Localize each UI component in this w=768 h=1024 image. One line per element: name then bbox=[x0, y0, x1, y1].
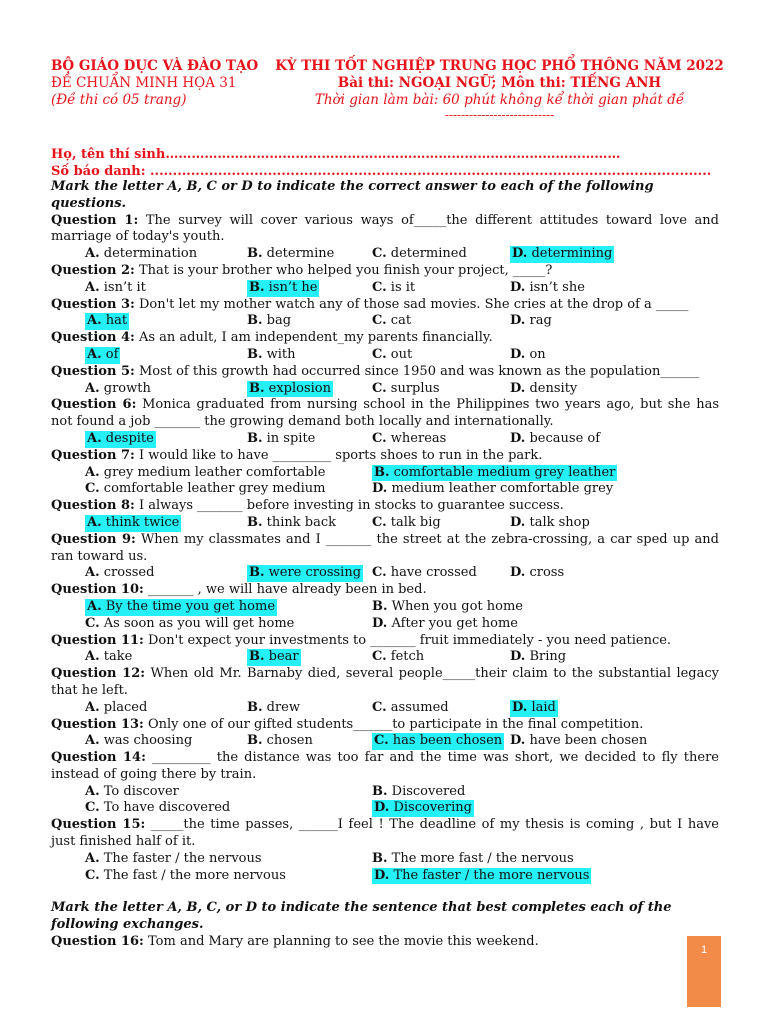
option-letter: D. bbox=[510, 279, 526, 295]
option-text: chosen bbox=[262, 733, 313, 749]
question-2 bbox=[51, 263, 719, 280]
option-d[interactable] bbox=[510, 280, 585, 297]
option-letter: B. bbox=[247, 313, 263, 329]
option-letter: C. bbox=[372, 649, 387, 665]
option-text: The more fast / the nervous bbox=[387, 850, 574, 866]
option-letter: C. bbox=[372, 430, 387, 446]
options-row bbox=[51, 313, 719, 330]
option-a[interactable] bbox=[85, 851, 262, 868]
option-text: To have discovered bbox=[99, 800, 231, 816]
option-d[interactable] bbox=[510, 246, 614, 263]
option-b[interactable] bbox=[372, 599, 523, 616]
option-text: Discovered bbox=[387, 783, 466, 799]
candidate-info bbox=[51, 146, 741, 180]
question-list bbox=[51, 213, 719, 885]
option-text: despite bbox=[101, 430, 154, 446]
question-11 bbox=[51, 633, 719, 650]
option-text: surplus bbox=[386, 380, 440, 396]
question-14 bbox=[51, 750, 719, 784]
options-row bbox=[51, 381, 719, 398]
option-letter: C. bbox=[372, 565, 387, 581]
option-letter: B. bbox=[372, 598, 388, 614]
question-section bbox=[51, 179, 719, 951]
question-label: Question 5: bbox=[51, 363, 135, 379]
header-left bbox=[51, 58, 281, 109]
option-letter: A. bbox=[87, 430, 102, 446]
question-5 bbox=[51, 364, 719, 381]
option-d[interactable] bbox=[510, 431, 600, 448]
option-text: bag bbox=[262, 313, 292, 329]
option-c[interactable] bbox=[372, 733, 504, 750]
option-text: Discovering bbox=[389, 800, 472, 816]
option-letter: C. bbox=[85, 481, 100, 497]
option-letter: B. bbox=[249, 380, 265, 396]
option-text: determining bbox=[527, 246, 613, 262]
option-text: rag bbox=[525, 313, 552, 329]
question-10 bbox=[51, 582, 719, 599]
question-9 bbox=[51, 532, 719, 566]
option-a[interactable] bbox=[85, 381, 151, 398]
option-letter: D. bbox=[374, 867, 390, 883]
question-text: I would like to have _________ sports shoes to run in the park. bbox=[134, 447, 543, 463]
option-letter: A. bbox=[85, 783, 100, 799]
option-letter: D. bbox=[372, 481, 388, 497]
question-text: Monica graduated from nursing school in the Philippines two years ago, but she has not found a job _______ the growing demand both locally and internationally. bbox=[51, 397, 719, 430]
option-d[interactable] bbox=[510, 649, 566, 666]
options-row bbox=[51, 649, 719, 666]
option-b[interactable] bbox=[372, 465, 617, 482]
option-letter: D. bbox=[510, 733, 526, 749]
section-gap bbox=[51, 884, 719, 900]
option-b[interactable] bbox=[247, 515, 336, 532]
option-b[interactable] bbox=[247, 347, 296, 364]
option-a[interactable] bbox=[85, 599, 277, 616]
option-text: comfortable leather grey medium bbox=[99, 481, 326, 497]
options-row bbox=[51, 851, 719, 868]
option-letter: B. bbox=[247, 699, 263, 715]
option-text: think back bbox=[262, 514, 337, 530]
option-letter: B. bbox=[247, 246, 263, 262]
question-12 bbox=[51, 666, 719, 700]
option-letter: B. bbox=[374, 464, 390, 480]
option-letter: C. bbox=[372, 346, 387, 362]
option-text: talk shop bbox=[525, 514, 590, 530]
question-label: Question 14: bbox=[51, 750, 146, 766]
options-row bbox=[51, 800, 719, 817]
question-text: I always _______ before investing in stocks to guarantee success. bbox=[134, 498, 564, 514]
option-letter: D. bbox=[374, 800, 390, 816]
options-row bbox=[51, 733, 719, 750]
options-row bbox=[51, 280, 719, 297]
options-row bbox=[51, 481, 719, 498]
option-c[interactable] bbox=[372, 280, 415, 297]
option-text: By the time you get home bbox=[101, 598, 276, 614]
option-c[interactable] bbox=[372, 347, 412, 364]
question-text: Don't let my mother watch any of those sad movies. She cries at the drop of a _____ bbox=[134, 296, 689, 312]
question-label: Question 3: bbox=[51, 296, 135, 312]
option-text: isn’t he bbox=[264, 279, 318, 295]
option-text: determine bbox=[262, 246, 335, 262]
question-label: Question 6: bbox=[51, 397, 137, 413]
option-b[interactable] bbox=[247, 381, 333, 398]
options-row bbox=[51, 616, 719, 633]
option-text: fetch bbox=[386, 649, 425, 665]
exam-subject: Bài thi: NGOẠI NGỮ; Môn thi: TIẾNG ANH bbox=[337, 75, 662, 91]
option-letter: D. bbox=[510, 649, 526, 665]
option-letter: B. bbox=[249, 565, 265, 581]
option-d[interactable] bbox=[510, 565, 564, 582]
option-letter: D. bbox=[510, 430, 526, 446]
question-text: Most of this growth had occurred since 1950 and was known as the population______ bbox=[134, 363, 700, 379]
option-text: is it bbox=[386, 279, 416, 295]
option-c[interactable] bbox=[372, 700, 449, 717]
option-c[interactable] bbox=[85, 616, 294, 633]
option-c[interactable] bbox=[372, 313, 411, 330]
option-b[interactable] bbox=[247, 280, 319, 297]
options-row bbox=[51, 347, 719, 364]
option-c[interactable] bbox=[85, 800, 230, 817]
question-label: Question 15: bbox=[51, 817, 146, 833]
options-row bbox=[51, 431, 719, 448]
question-label: Question 13: bbox=[51, 716, 144, 732]
option-a[interactable] bbox=[85, 784, 179, 801]
option-text: cross bbox=[525, 565, 565, 581]
option-text: The faster / the nervous bbox=[99, 850, 262, 866]
option-text: take bbox=[99, 649, 133, 665]
option-letter: C. bbox=[85, 800, 100, 816]
option-b[interactable] bbox=[247, 313, 291, 330]
option-d[interactable] bbox=[510, 733, 647, 750]
question-text: _______ , we will have already been in bed. bbox=[143, 582, 427, 598]
option-c[interactable] bbox=[372, 565, 477, 582]
option-text: Bring bbox=[525, 649, 567, 665]
question-label: Question 9: bbox=[51, 531, 136, 547]
option-text: think twice bbox=[101, 514, 180, 530]
question-text: When old Mr. Barnaby died, several people_____their claim to the substantial legacy that he left. bbox=[51, 666, 719, 698]
option-text: because of bbox=[525, 430, 601, 446]
option-text: density bbox=[525, 380, 578, 396]
option-a[interactable] bbox=[85, 465, 325, 482]
candidate-number-line: Số báo danh: ............................................................................................................................ bbox=[51, 164, 712, 179]
question-text: _____the time passes, ______I feel ! The deadline of my thesis is coming , but I have just finished half of it. bbox=[51, 817, 719, 850]
option-text: To discover bbox=[99, 783, 179, 799]
option-a[interactable] bbox=[85, 700, 147, 717]
option-text: After you get home bbox=[387, 615, 518, 631]
option-text: determined bbox=[386, 246, 467, 262]
option-text: hat bbox=[101, 313, 128, 329]
option-text: The faster / the more nervous bbox=[389, 867, 590, 883]
option-text: placed bbox=[99, 699, 148, 715]
option-letter: A. bbox=[87, 346, 102, 362]
option-a[interactable] bbox=[85, 313, 129, 330]
option-letter: C. bbox=[372, 514, 387, 530]
option-a[interactable] bbox=[85, 280, 146, 297]
option-text: on bbox=[525, 346, 546, 362]
option-letter: D. bbox=[510, 565, 526, 581]
option-d[interactable] bbox=[372, 616, 518, 633]
question-label: Question 2: bbox=[51, 262, 135, 278]
header-divider: --------------------------- bbox=[444, 108, 555, 122]
option-a[interactable] bbox=[85, 733, 192, 750]
option-text: whereas bbox=[386, 430, 447, 446]
question-15 bbox=[51, 817, 719, 851]
option-d[interactable] bbox=[372, 868, 591, 885]
option-letter: C. bbox=[372, 313, 387, 329]
page-count-note: (Đề thi có 05 trang) bbox=[51, 92, 187, 108]
option-text: As soon as you will get home bbox=[99, 615, 295, 631]
options-row bbox=[51, 868, 719, 885]
option-letter: A. bbox=[85, 279, 100, 295]
question-13 bbox=[51, 717, 719, 734]
option-text: grey medium leather comfortable bbox=[99, 464, 326, 480]
options-row bbox=[51, 784, 719, 801]
option-letter: B. bbox=[247, 733, 263, 749]
option-letter: B. bbox=[249, 279, 265, 295]
options-row bbox=[51, 515, 719, 532]
option-letter: C. bbox=[372, 246, 387, 262]
option-letter: D. bbox=[510, 313, 526, 329]
option-letter: B. bbox=[249, 649, 265, 665]
option-a[interactable] bbox=[85, 565, 154, 582]
option-text: isn’t she bbox=[525, 279, 585, 295]
question-label: Question 8: bbox=[51, 498, 135, 514]
option-a[interactable] bbox=[85, 515, 181, 532]
question-7 bbox=[51, 448, 719, 465]
question-text: That is your brother who helped you finish your project, _____? bbox=[134, 262, 553, 278]
option-a[interactable] bbox=[85, 431, 156, 448]
option-c[interactable] bbox=[85, 868, 286, 885]
option-letter: B. bbox=[372, 783, 388, 799]
option-text: have been chosen bbox=[525, 733, 648, 749]
option-letter: C. bbox=[372, 699, 387, 715]
option-text: The fast / the more nervous bbox=[99, 867, 286, 883]
option-c[interactable] bbox=[372, 515, 441, 532]
option-text: When you got home bbox=[387, 598, 523, 614]
exam-duration: Thời gian làm bài: 60 phút không kể thời gian phát đề bbox=[314, 92, 685, 108]
section-instruction: Mark the letter A, B, C or D to indicate the correct answer to each of the following questions. bbox=[51, 179, 654, 211]
option-d[interactable] bbox=[510, 381, 577, 398]
option-letter: D. bbox=[372, 615, 388, 631]
option-text: drew bbox=[262, 699, 301, 715]
question-label: Question 11: bbox=[51, 632, 144, 648]
option-text: with bbox=[262, 346, 296, 362]
option-text: was choosing bbox=[99, 733, 193, 749]
section-instruction-exchanges: Mark the letter A, B, C, or D to indicate the sentence that best completes each of the following exchanges. bbox=[51, 900, 672, 933]
option-text: out bbox=[386, 346, 413, 362]
question-text: When my classmates and I _______ the street at the zebra-crossing, a car sped up and ran toward us. bbox=[51, 531, 719, 564]
exam-title: KỲ THI TỐT NGHIỆP TRUNG HỌC PHỔ THÔNG NĂM 2022 bbox=[275, 58, 724, 74]
option-text: laid bbox=[527, 699, 556, 715]
question-text: The survey will cover various ways of_____the different attitudes toward love and marriage of today's youth. bbox=[51, 212, 719, 245]
options-row bbox=[51, 246, 719, 263]
option-letter: A. bbox=[85, 246, 100, 262]
option-text: isn’t it bbox=[99, 279, 146, 295]
option-c[interactable] bbox=[372, 381, 440, 398]
question-4 bbox=[51, 330, 719, 347]
option-letter: A. bbox=[87, 313, 102, 329]
option-b[interactable] bbox=[247, 565, 363, 582]
option-a[interactable] bbox=[85, 246, 197, 263]
option-text: growth bbox=[99, 380, 151, 396]
option-letter: B. bbox=[247, 430, 263, 446]
question-label: Question 12: bbox=[51, 666, 146, 682]
question-text: Tom and Mary are planning to see the movie this weekend. bbox=[143, 934, 539, 950]
option-text: explosion bbox=[264, 380, 332, 396]
option-b[interactable] bbox=[372, 784, 465, 801]
question-text: As an adult, I am independent_my parents financially. bbox=[134, 330, 493, 346]
question-16 bbox=[51, 934, 719, 951]
question-label: Question 1: bbox=[51, 212, 139, 228]
option-b[interactable] bbox=[247, 700, 300, 717]
option-text: talk big bbox=[386, 514, 441, 530]
option-b[interactable] bbox=[372, 851, 574, 868]
candidate-name-line: Họ, tên thí sinh…………………………………………………………………………………………… bbox=[51, 147, 621, 162]
option-b[interactable] bbox=[247, 246, 334, 263]
option-letter: C. bbox=[372, 279, 387, 295]
option-d[interactable] bbox=[372, 481, 613, 498]
exam-code: ĐỀ CHUẨN MINH HỌA 31 bbox=[51, 75, 237, 91]
options-row bbox=[51, 599, 719, 616]
option-letter: A. bbox=[85, 380, 100, 396]
option-c[interactable] bbox=[372, 246, 467, 263]
option-d[interactable] bbox=[372, 800, 474, 817]
option-letter: D. bbox=[510, 514, 526, 530]
option-c[interactable] bbox=[85, 481, 326, 498]
option-text: determination bbox=[99, 246, 198, 262]
option-text: of bbox=[101, 346, 119, 362]
option-text: in spite bbox=[262, 430, 316, 446]
option-text: bear bbox=[264, 649, 299, 665]
option-d[interactable] bbox=[510, 700, 558, 717]
option-letter: A. bbox=[85, 565, 100, 581]
option-d[interactable] bbox=[510, 347, 546, 364]
question-1 bbox=[51, 213, 719, 247]
option-letter: A. bbox=[87, 598, 102, 614]
question-text: Only one of our gifted students______to participate in the final competition. bbox=[143, 716, 644, 732]
option-letter: D. bbox=[512, 699, 528, 715]
option-letter: B. bbox=[247, 346, 263, 362]
option-text: were crossing bbox=[264, 565, 362, 581]
option-letter: A. bbox=[87, 514, 102, 530]
option-letter: D. bbox=[510, 346, 526, 362]
ministry-name: BỘ GIÁO DỤC VÀ ĐÀO TẠO bbox=[51, 58, 259, 74]
question-6 bbox=[51, 397, 719, 431]
option-letter: A. bbox=[85, 464, 100, 480]
question-text: Don't expect your investments to _______ fruit immediately - you need patience. bbox=[143, 632, 672, 648]
option-letter: D. bbox=[512, 246, 528, 262]
option-d[interactable] bbox=[510, 313, 552, 330]
option-letter: C. bbox=[85, 867, 100, 883]
option-text: comfortable medium grey leather bbox=[389, 464, 616, 480]
question-8 bbox=[51, 498, 719, 515]
option-c[interactable] bbox=[372, 431, 446, 448]
options-row bbox=[51, 700, 719, 717]
question-label: Question 7: bbox=[51, 447, 135, 463]
options-row bbox=[51, 465, 719, 482]
option-a[interactable] bbox=[85, 347, 120, 364]
option-text: has been chosen bbox=[388, 733, 503, 749]
option-letter: C. bbox=[85, 615, 100, 631]
option-letter: B. bbox=[247, 514, 263, 530]
option-text: cat bbox=[386, 313, 412, 329]
option-letter: D. bbox=[510, 380, 526, 396]
option-letter: A. bbox=[85, 850, 100, 866]
question-label: Question 10: bbox=[51, 582, 144, 598]
option-letter: A. bbox=[85, 699, 100, 715]
question-text: _________ the distance was too far and the time was short, we decided to fly there instead of going there by train. bbox=[51, 750, 719, 782]
option-letter: B. bbox=[372, 850, 388, 866]
page-number: 1 bbox=[687, 936, 721, 1007]
option-text: assumed bbox=[386, 699, 449, 715]
option-text: have crossed bbox=[386, 565, 477, 581]
option-c[interactable] bbox=[372, 649, 424, 666]
option-b[interactable] bbox=[247, 431, 315, 448]
options-row bbox=[51, 565, 719, 582]
option-text: medium leather comfortable grey bbox=[387, 481, 614, 497]
option-b[interactable] bbox=[247, 733, 313, 750]
option-b[interactable] bbox=[247, 649, 301, 666]
question-3 bbox=[51, 297, 719, 314]
option-d[interactable] bbox=[510, 515, 590, 532]
option-letter: A. bbox=[85, 649, 100, 665]
header-right bbox=[262, 58, 737, 121]
option-a[interactable] bbox=[85, 649, 132, 666]
question-label: Question 4: bbox=[51, 330, 135, 346]
question-label: Question 16: bbox=[51, 934, 144, 950]
option-letter: C. bbox=[374, 733, 389, 749]
option-letter: A. bbox=[85, 733, 100, 749]
option-text: crossed bbox=[99, 565, 155, 581]
option-letter: C. bbox=[372, 380, 387, 396]
